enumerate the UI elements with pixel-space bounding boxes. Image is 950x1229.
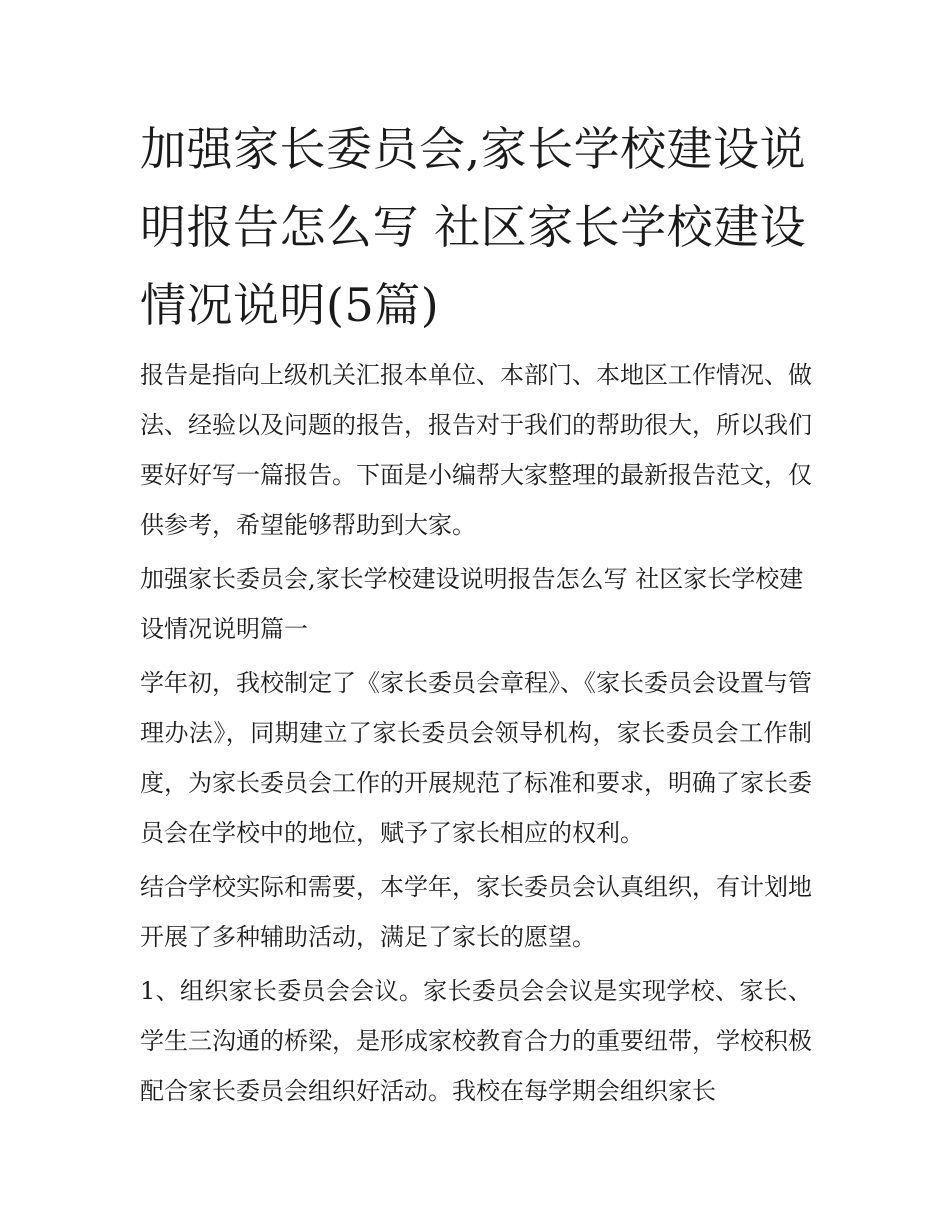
document-title: 加强家长委员会,家长学校建设说明报告怎么写 社区家长学校建设情况说明(5篇) bbox=[140, 122, 807, 332]
body-paragraph: 1、组织家长委员会会议。家长委员会会议是实现学校、家长、学生三沟通的桥梁，是形成家校教育合力的重要纽带，学校积极配合家长委员会组织好活动。我校在每学期会组织家长 bbox=[140, 977, 812, 1105]
document-body bbox=[140, 110, 812, 1120]
intro-paragraph: 报告是指向上级机关汇报本单位、本部门、本地区工作情况、做法、经验以及问题的报告，报告对于我们的帮助很大，所以我们要好好写一篇报告。下面是小编帮大家整理的最新报告范文，仅供参考，希望能够帮助到大家。 bbox=[140, 361, 812, 539]
section-heading: 加强家长委员会,家长学校建设说明报告怎么写 社区家长学校建设情况说明篇一 bbox=[140, 565, 804, 643]
body-paragraph: 学年初，我校制定了《家长委员会章程》、《家长委员会设置与管理办法》，同期建立了家长委员会领导机构，家长委员会工作制度，为家长委员会工作的开展规范了标准和要求，明确了家长委员会在学校中的地位，赋予了家长相应的权利。 bbox=[140, 669, 812, 847]
body-paragraph: 结合学校实际和需要，本学年，家长委员会认真组织，有计划地开展了多种辅助活动，满足了家长的愿望。 bbox=[140, 873, 812, 951]
